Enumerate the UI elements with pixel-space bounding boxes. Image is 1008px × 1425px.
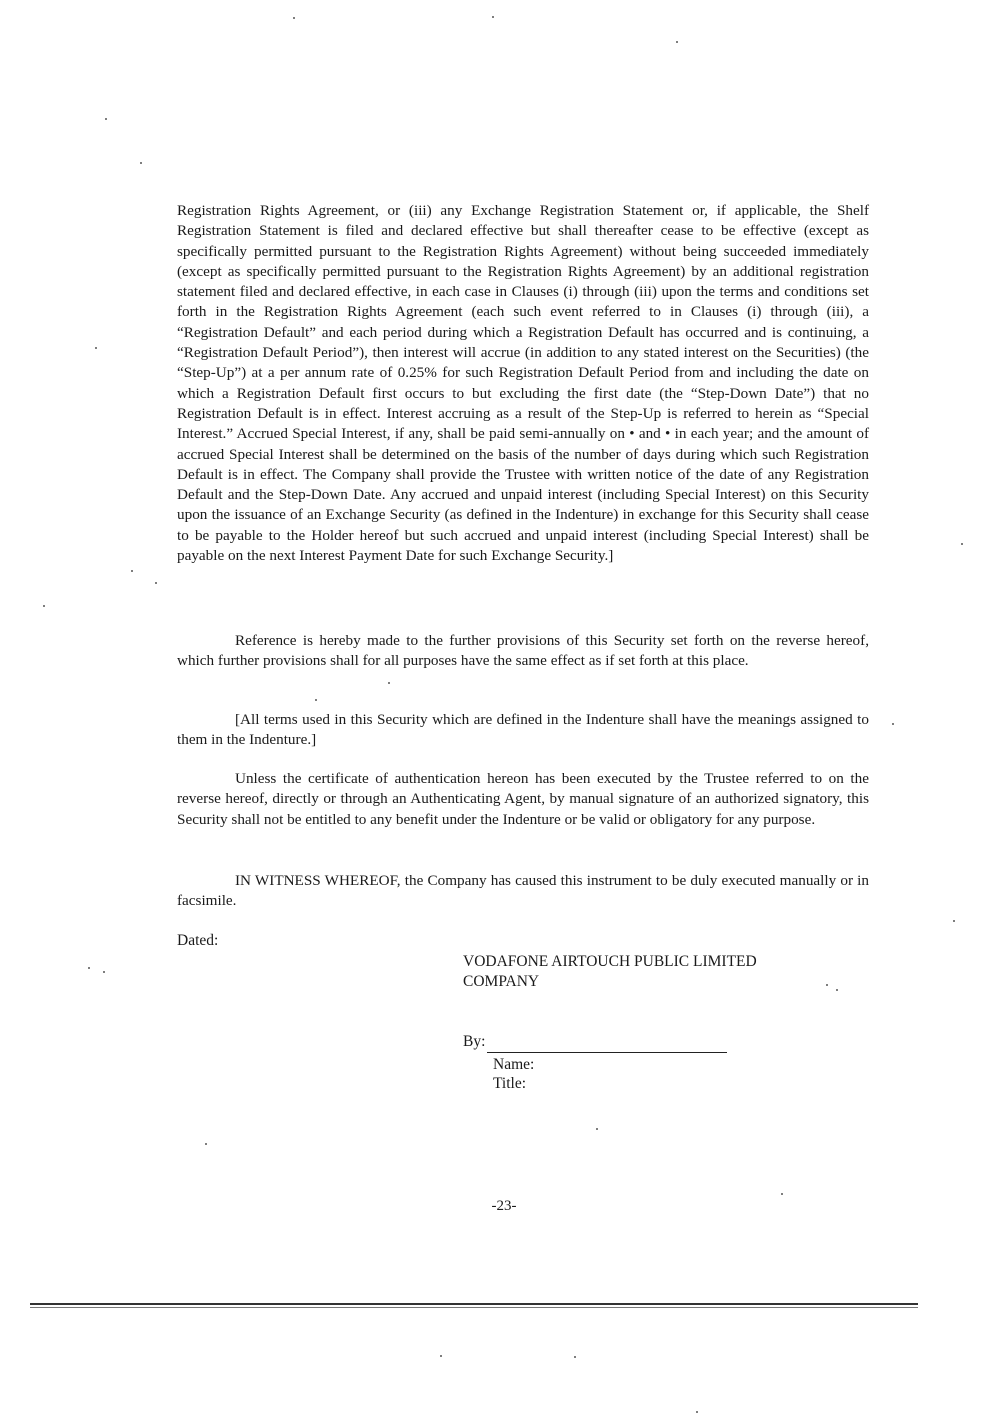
page-number: -23-: [491, 1198, 517, 1214]
paragraph-registration-default: Registration Rights Agreement, or (iii) any Exchange Registration Statement or, if applicable, the Shelf Registration Statement is filed and declared effective but shall thereafter cease to be effective (except as specifically permitted pursuant to the Registration Rights Agreement) without being succeeded immediately (except as specifically permitted pursuant to the Registration Rights Agreement) by an additional registration statement filed and declared effective, in each case in Clauses (i) through (iii) upon the terms and conditions set forth in the Registration Rights Agreement (each such event referred to in Clauses (i) through (iii), a “Registration Default” and each period during which a Registration Default has occurred and is continuing, a “Registration Default Period”), then interest will accrue (in addition to any stated interest on the Securities) (the “Step-Up”) at a per annum rate of 0.25% for such Registration Default Period from and including the date on which a Registration Default first occurs to but excluding the first date (the “Step-Down Date”) that no Registration Default is in effect. Interest accruing as a result of the Step-Up is referred to herein as “Special Interest.” Accrued Special Interest, if any, shall be paid semi-annually on • and • in each year; and the amount of accrued Special Interest shall be determined on the basis of the number of days during which such Registration Default is in effect. The Company shall provide the Trustee with written notice of the date of any Registration Default and the Step-Down Date. Any accrued and unpaid interest (including Special Interest) on this Security upon the issuance of an Exchange Security (as defined in the Indenture) in exchange for this Security shall cease to be payable to the Holder hereof but such accrued and unpaid interest (including Special Interest) shall be payable on the next Interest Payment Date for such Exchange Security.]: [177, 202, 869, 565]
company-name-line1: VODAFONE AIRTOUCH PUBLIC LIMITED: [463, 953, 757, 970]
paragraph-reference: Reference is hereby made to the further provisions of this Security set forth on the reverse hereof, which further provisions shall for all purposes have the same effect as if set forth at this place.: [177, 632, 869, 670]
signature-by-row: [463, 1032, 727, 1053]
company-name-line2: COMPANY: [463, 973, 540, 990]
by-label: By:: [463, 1033, 486, 1050]
footer-rule-shadow: [30, 1307, 918, 1308]
paragraph-terms: [All terms used in this Security which are defined in the Indenture shall have the meanings assigned to them in the Indenture.]: [177, 711, 869, 749]
paragraph-authentication: Unless the certificate of authentication hereon has been executed by the Trustee referred to on the reverse hereof, directly or through an Authenticating Agent, by manual signature of an authorized signatory, this Security shall not be entitled to any benefit under the Indenture or be valid or obligatory for any purpose.: [177, 770, 869, 828]
dated-label: Dated:: [177, 932, 219, 949]
title-label: Title:: [493, 1075, 527, 1092]
paragraph-witness: IN WITNESS WHEREOF, the Company has caused this instrument to be duly executed manually or in facsimile.: [177, 872, 869, 910]
footer-rule: [30, 1303, 918, 1305]
name-label: Name:: [493, 1056, 535, 1073]
signature-line: [487, 1038, 727, 1053]
